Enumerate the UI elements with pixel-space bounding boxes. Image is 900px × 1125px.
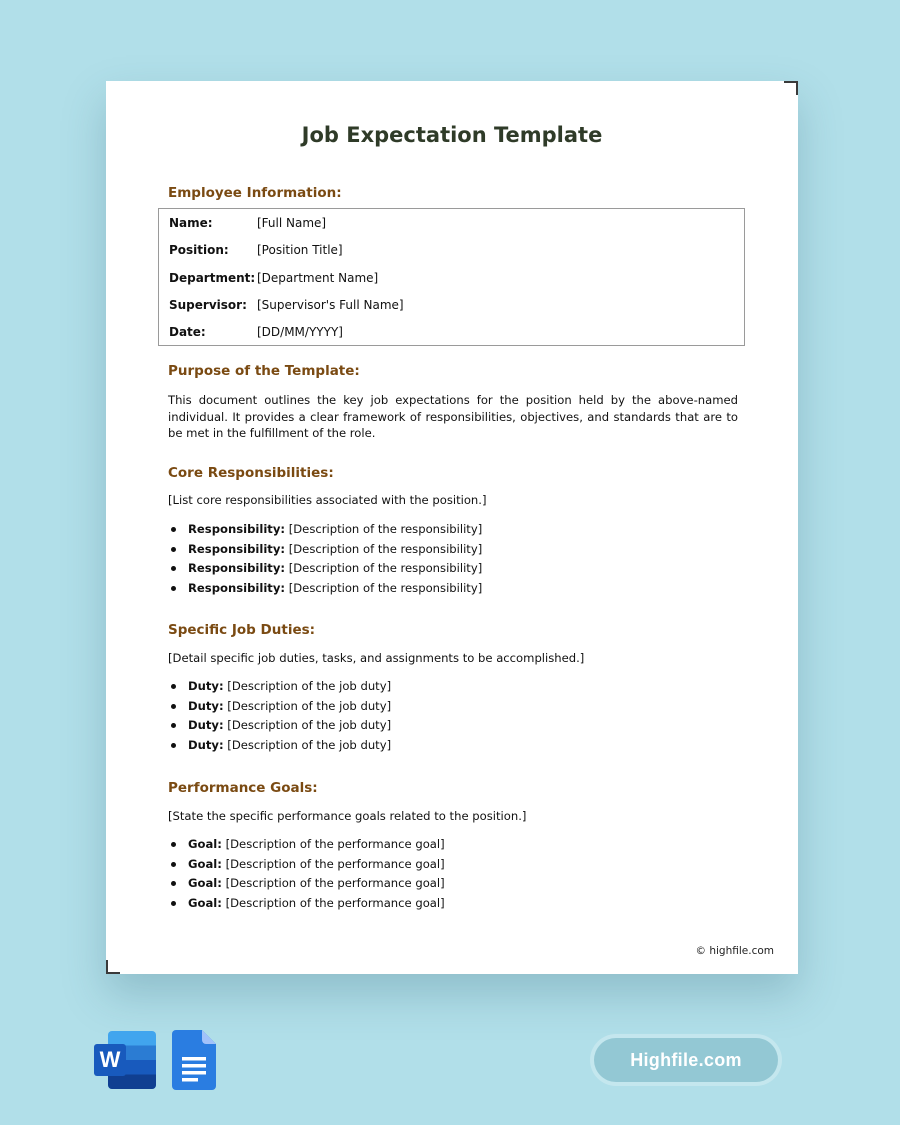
google-docs-icon xyxy=(172,1030,216,1090)
item-label: Goal: xyxy=(188,856,222,871)
document-page xyxy=(106,81,798,974)
highfile-brand-badge[interactable] xyxy=(590,1034,782,1086)
core-responsibilities-intro: [List core responsibilities associated with the position.] xyxy=(168,493,487,507)
info-value: [Full Name] xyxy=(257,216,327,230)
item-text: [Description of the performance goal] xyxy=(221,837,445,851)
bullet-icon xyxy=(171,704,176,709)
item-text: [Description of the performance goal] xyxy=(221,876,445,891)
job-duties-list xyxy=(168,677,391,756)
item-label: Responsibility: xyxy=(188,561,286,576)
list-item xyxy=(168,579,482,599)
item-label: Duty: xyxy=(188,679,224,693)
document-title: Job Expectation Template xyxy=(301,123,603,147)
list-item xyxy=(168,874,445,894)
info-label: Department: xyxy=(169,271,256,285)
list-item xyxy=(168,677,391,697)
job-duties-heading: Specific Job Duties: xyxy=(168,622,316,638)
bullet-icon xyxy=(171,547,176,552)
performance-goals-list xyxy=(168,835,445,914)
bullet-icon xyxy=(171,901,176,906)
info-value: [Supervisor's Full Name] xyxy=(257,298,404,312)
info-label: Name: xyxy=(169,216,213,230)
item-text: [Description of the performance goal] xyxy=(221,896,445,911)
info-value: [Position Title] xyxy=(257,243,343,257)
word-icon xyxy=(94,1031,156,1089)
item-text: [Description of the job duty] xyxy=(223,718,392,733)
core-responsibilities-heading: Core Responsibilities: xyxy=(168,465,334,481)
info-label: Supervisor: xyxy=(169,298,247,312)
word-icon-letter: W xyxy=(99,1047,121,1072)
purpose-paragraph: This document outlines the key job expectations for the position held by the above-named individual. It provides a clear framework of responsibilities, objectives, and standards that are to be met in the fulfillment of the role. xyxy=(168,393,738,440)
bullet-icon xyxy=(171,684,176,689)
item-text: [Description of the responsibility] xyxy=(285,522,483,536)
list-item xyxy=(168,855,445,875)
info-label: Position: xyxy=(169,243,229,257)
list-item xyxy=(168,835,445,855)
performance-goals-intro: [State the specific performance goals related to the position.] xyxy=(168,809,527,823)
item-label: Duty: xyxy=(188,738,224,753)
item-text: [Description of the job duty] xyxy=(223,738,392,753)
list-item xyxy=(168,520,482,540)
item-text: [Description of the responsibility] xyxy=(285,541,483,556)
item-text: [Description of the job duty] xyxy=(223,698,392,713)
bullet-icon xyxy=(171,527,176,532)
item-text: [Description of the responsibility] xyxy=(285,581,483,596)
bullet-icon xyxy=(171,862,176,867)
item-label: Duty: xyxy=(188,718,224,733)
item-label: Goal: xyxy=(188,876,222,891)
purpose-heading: Purpose of the Template: xyxy=(168,363,360,379)
bullet-icon xyxy=(171,566,176,571)
bullet-icon xyxy=(171,743,176,748)
item-label: Goal: xyxy=(188,837,222,851)
info-value: [DD/MM/YYYY] xyxy=(257,325,343,339)
info-value: [Department Name] xyxy=(257,271,379,285)
bullet-icon xyxy=(171,881,176,886)
item-text: [Description of the job duty] xyxy=(223,679,392,693)
brand-label: Highfile.com xyxy=(594,1038,778,1082)
item-text: [Description of the performance goal] xyxy=(221,856,445,871)
copyright-text: © highfile.com xyxy=(695,945,774,957)
core-responsibilities-list xyxy=(168,520,482,599)
item-label: Duty: xyxy=(188,698,224,713)
item-label: Responsibility: xyxy=(188,541,286,556)
bullet-icon xyxy=(171,842,176,847)
corner-mark-bottom-left xyxy=(106,960,120,974)
bullet-icon xyxy=(171,586,176,591)
item-label: Responsibility: xyxy=(188,522,286,536)
list-item xyxy=(168,894,445,914)
list-item xyxy=(168,697,391,717)
list-item xyxy=(168,559,482,579)
list-item xyxy=(168,736,391,756)
item-text: [Description of the responsibility] xyxy=(285,561,483,576)
bullet-icon xyxy=(171,723,176,728)
corner-mark-top-right xyxy=(784,81,798,95)
item-label: Responsibility: xyxy=(188,581,286,596)
item-label: Goal: xyxy=(188,896,222,911)
performance-goals-heading: Performance Goals: xyxy=(168,780,318,796)
employee-info-table xyxy=(158,208,745,346)
employee-info-heading: Employee Information: xyxy=(168,185,342,201)
list-item xyxy=(168,716,391,736)
list-item xyxy=(168,540,482,560)
job-duties-intro: [Detail specific job duties, tasks, and assignments to be accomplished.] xyxy=(168,651,585,665)
info-label: Date: xyxy=(169,325,206,339)
